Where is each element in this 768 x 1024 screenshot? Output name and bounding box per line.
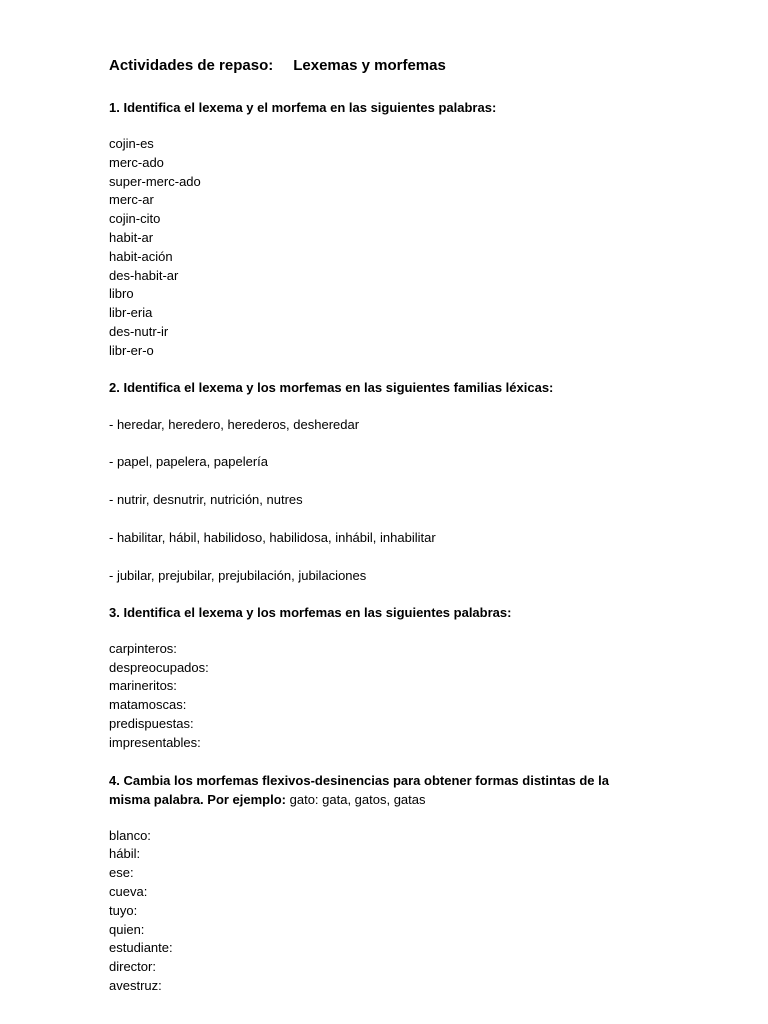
list-item: des-habit-ar [109, 267, 179, 283]
list-item: matamoscas: [109, 697, 187, 713]
list-item: libr-eria [109, 305, 153, 321]
section-3-word-list [109, 640, 709, 753]
list-item: habit-ar [109, 229, 154, 245]
list-item: director: [109, 959, 156, 975]
list-item: predispuestas: [109, 715, 194, 731]
list-item: merc-ar [109, 192, 154, 208]
list-item: cojin-es [109, 136, 154, 151]
list-item: libr-er-o [109, 342, 154, 358]
section-1-word-list [109, 135, 709, 361]
list-item: - jubilar, prejubilar, prejubilación, jubilaciones [109, 567, 367, 583]
list-item: - heredar, heredero, herederos, desheredar [109, 416, 360, 432]
list-item: quien: [109, 921, 145, 937]
section-4-heading-line-2: misma palabra. Por ejemplo: [109, 791, 287, 807]
list-item: - nutrir, desnutrir, nutrición, nutres [109, 492, 303, 508]
list-item: marineritos: [109, 678, 177, 694]
list-item: - habilitar, hábil, habilidoso, habilidosa, inhábil, inhabilitar [109, 529, 436, 545]
section-4-example: gato: gata, gatos, gatas [286, 791, 426, 807]
list-item: libro [109, 286, 134, 302]
list-item: avestruz: [109, 977, 162, 993]
title-part-2: Lexemas y morfemas [293, 57, 446, 74]
list-item: tuyo: [109, 902, 138, 918]
list-item: super-merc-ado [109, 173, 201, 189]
list-item: merc-ado [109, 154, 164, 170]
list-item: despreocupados: [109, 659, 209, 675]
list-item: hábil: [109, 846, 141, 862]
document-page [109, 55, 709, 996]
section-4-word-list [109, 827, 709, 996]
list-item: carpinteros: [109, 640, 177, 656]
list-item: impresentables: [109, 734, 201, 750]
list-item: blanco: [109, 827, 151, 843]
list-item: habit-ación [109, 248, 173, 264]
document-title [109, 55, 709, 77]
list-item: cueva: [109, 883, 148, 899]
list-item: cojin-cito [109, 211, 161, 227]
list-item: des-nutr-ir [109, 323, 169, 339]
section-4-heading-line-1: 4. Cambia los morfemas flexivos-desinencias para obtener formas distintas de la [109, 772, 609, 788]
list-item: - papel, papelera, papelería [109, 454, 269, 470]
section-1-heading: 1. Identifica el lexema y el morfema en las siguientes palabras: [109, 100, 497, 115]
list-item: ese: [109, 865, 134, 881]
title-part-1: Actividades de repaso: [109, 57, 274, 74]
section-2-family-list [109, 415, 709, 585]
section-4-heading [109, 771, 709, 809]
section-3-heading: 3. Identifica el lexema y los morfemas en las siguientes palabras: [109, 604, 512, 620]
list-item: estudiante: [109, 940, 173, 956]
section-2-heading: 2. Identifica el lexema y los morfemas en las siguientes familias léxicas: [109, 379, 554, 395]
